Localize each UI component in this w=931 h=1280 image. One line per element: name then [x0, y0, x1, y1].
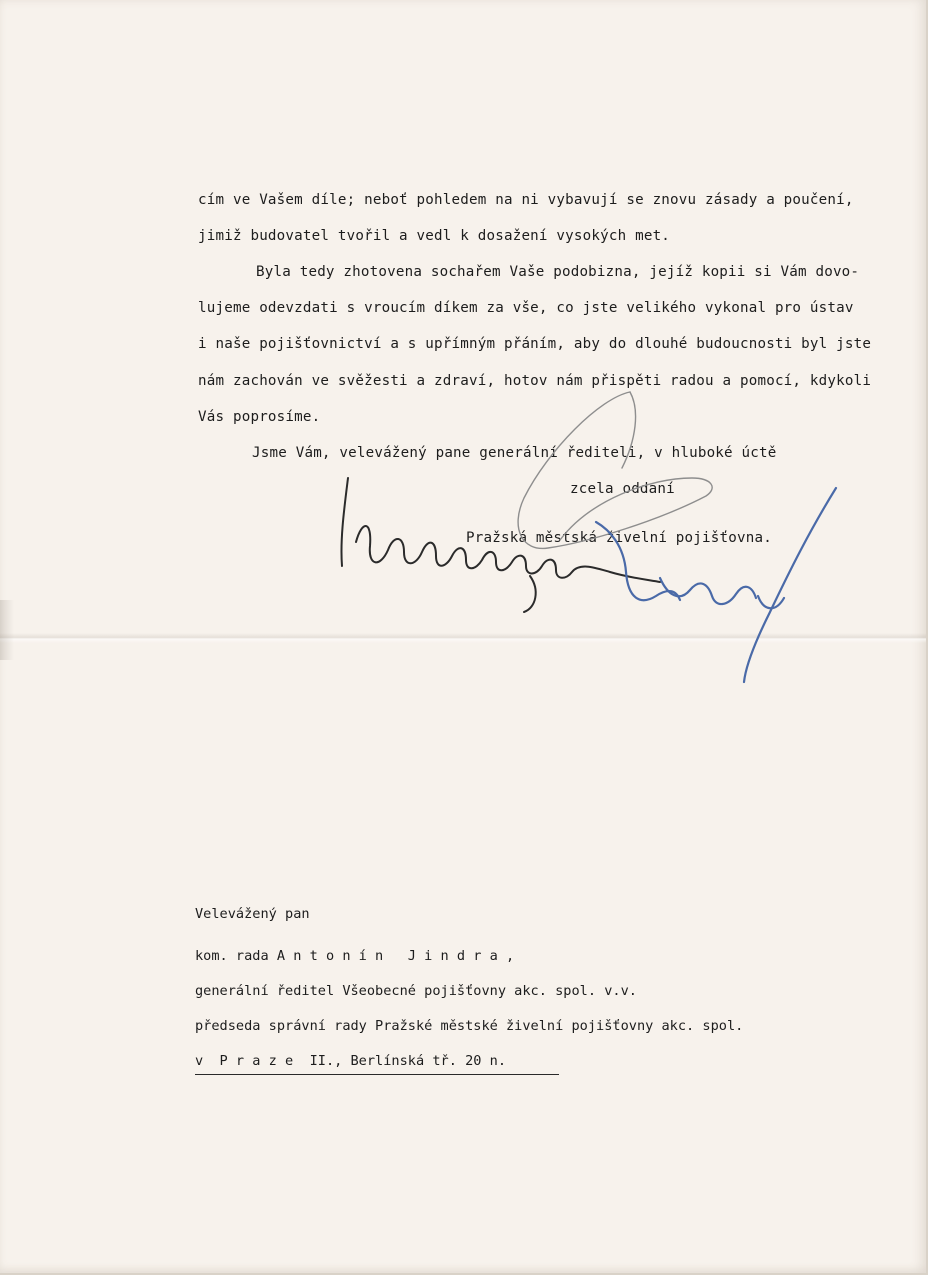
salutation-line: Jsme Vám, velevážený pane generální řediteli, v hluboké úctě: [252, 445, 777, 461]
body-line-2: jimiž budovatel tvořil a vedl k dosažení vysokých met.: [198, 228, 671, 244]
body-line-6: nám zachován ve svěžesti a zdraví, hotov nám přispěti radou a pomocí, kdykoli: [198, 373, 872, 389]
address-underline: [195, 1074, 559, 1075]
address-name: kom. rada A n t o n í n J i n d r a ,: [195, 948, 515, 964]
body-line-4: lujeme odevzdati s vroucím díkem za vše, co jste velikého vykonal pro ústav: [198, 300, 854, 316]
address-city: v P r a z e II., Berlínská tř. 20 n.: [195, 1053, 506, 1069]
body-line-5: i naše pojišťovnictví a s upřímným přáním, aby do dlouhé budoucnosti byl jste: [198, 336, 872, 352]
closing-line: zcela oddaní: [570, 481, 675, 497]
company-line: Pražská městská živelní pojišťovna.: [466, 530, 772, 546]
body-line-3: Byla tedy zhotovena sochařem Vaše podobizna, jejíž kopii si Vám dovo-: [256, 264, 860, 280]
address-title-2: předseda správní rady Pražské městské živelní pojišťovny akc. spol.: [195, 1018, 744, 1034]
paper-edge-shadow: [0, 600, 14, 660]
paper-fold: [0, 633, 926, 643]
address-salutation: Velevážený pan: [195, 906, 310, 922]
body-line-1: cím ve Vašem díle; neboť pohledem na ni vybavují se znovu zásady a poučení,: [198, 192, 854, 208]
body-line-7: Vás poprosíme.: [198, 409, 321, 425]
address-title-1: generální ředitel Všeobecné pojišťovny akc. spol. v.v.: [195, 983, 637, 999]
